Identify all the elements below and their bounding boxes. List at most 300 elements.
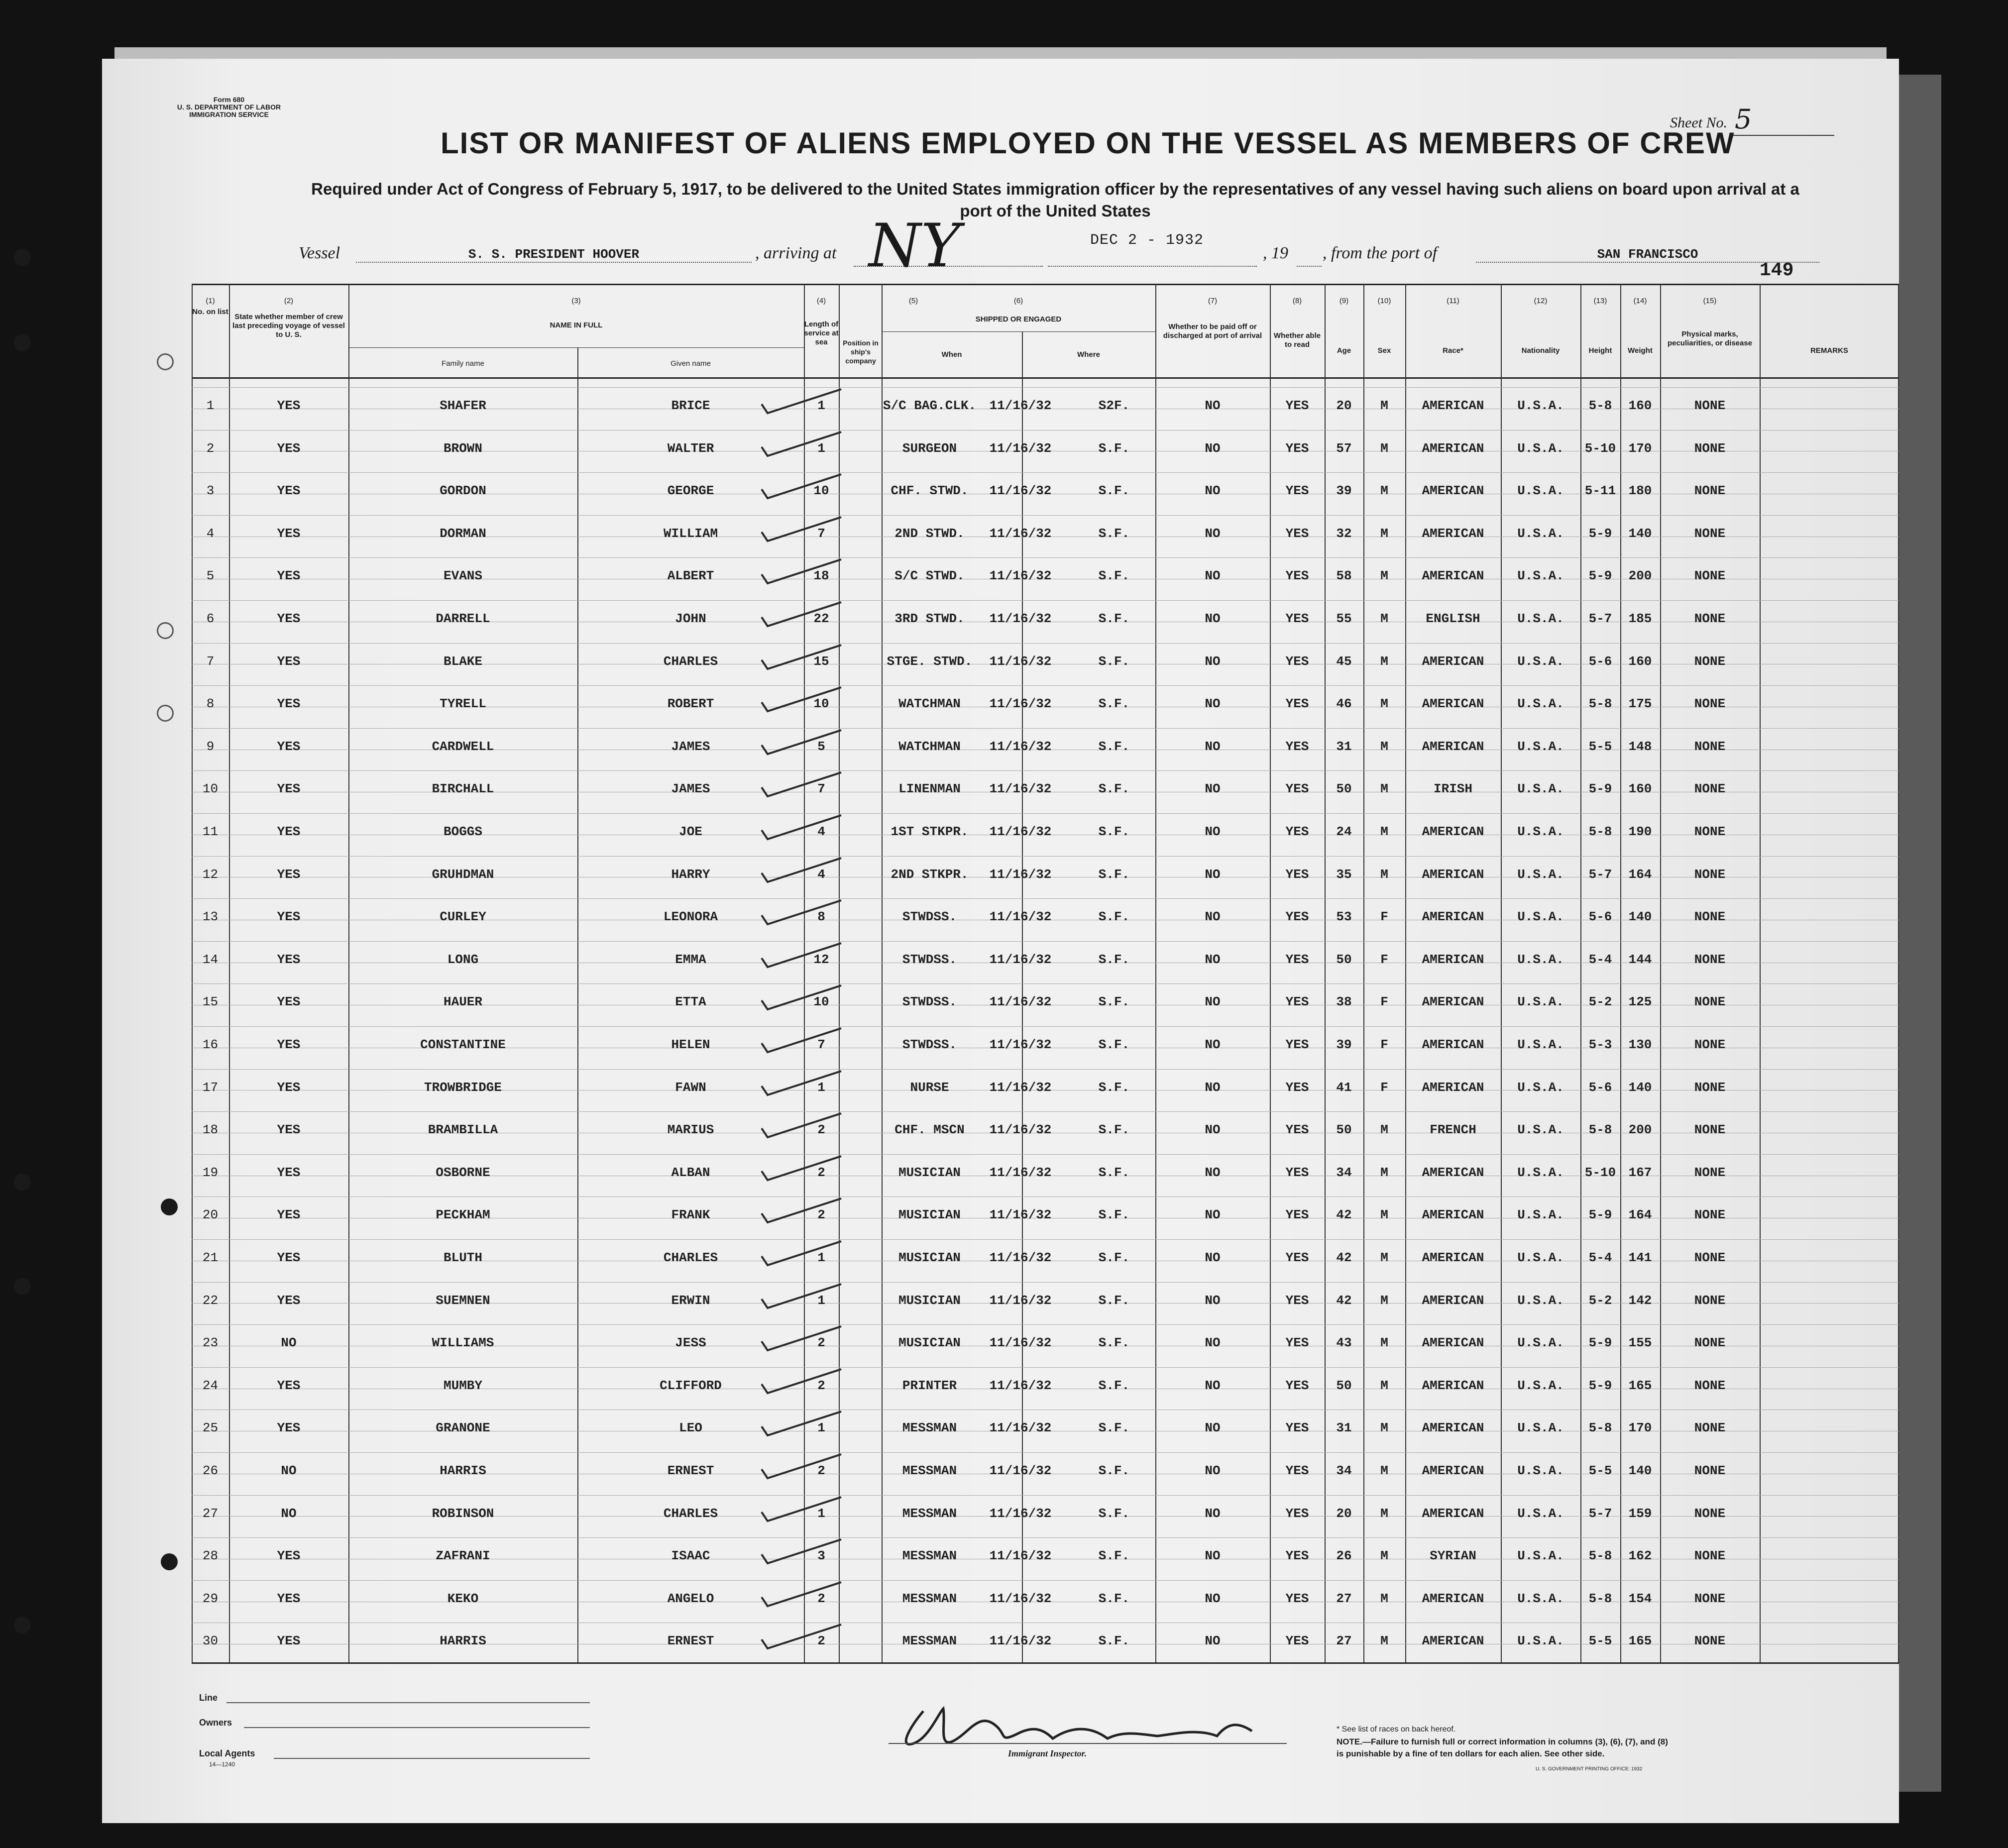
cell-race: AMERICAN bbox=[1422, 1165, 1484, 1180]
cell-weight: 159 bbox=[1628, 1506, 1652, 1521]
cell-read: YES bbox=[1285, 696, 1309, 711]
cell-prev: NO bbox=[281, 1335, 297, 1350]
col-num-6: (6) bbox=[1013, 297, 1023, 305]
cell-family: DARRELL bbox=[436, 611, 490, 626]
cell-marks: NONE bbox=[1694, 1633, 1726, 1648]
cell-given: ROBERT bbox=[667, 696, 714, 711]
cell-given: FAWN bbox=[675, 1080, 706, 1095]
cell-no: 3 bbox=[206, 483, 215, 498]
cell-service: 2 bbox=[817, 1335, 825, 1350]
punch-ring bbox=[157, 705, 174, 722]
cell-no: 29 bbox=[202, 1591, 219, 1606]
cell-prev: YES bbox=[277, 1122, 301, 1137]
cell-where: S.F. bbox=[1098, 824, 1130, 839]
cell-age: 50 bbox=[1336, 1122, 1352, 1137]
cell-where: S.F. bbox=[1098, 1207, 1130, 1222]
vessel-label: Vessel bbox=[299, 244, 340, 262]
cell-when: 11/16/32 bbox=[989, 1633, 1052, 1648]
cell-paid: NO bbox=[1205, 994, 1221, 1009]
cell-weight: 160 bbox=[1628, 781, 1652, 796]
cell-marks: NONE bbox=[1694, 781, 1726, 796]
cell-marks: NONE bbox=[1694, 526, 1726, 541]
cell-read: YES bbox=[1285, 1591, 1309, 1606]
cell-paid: NO bbox=[1205, 1335, 1221, 1350]
cell-race: AMERICAN bbox=[1422, 1591, 1484, 1606]
cell-prev: YES bbox=[277, 824, 301, 839]
cell-weight: 170 bbox=[1628, 1420, 1652, 1435]
cell-where: S.F. bbox=[1098, 994, 1130, 1009]
cell-when: 11/16/32 bbox=[989, 483, 1052, 498]
header-state-whether: State whether member of crew last preceding voyage of vessel to U. S. bbox=[232, 313, 345, 339]
cell-where: S.F. bbox=[1098, 1378, 1130, 1393]
cell-race: AMERICAN bbox=[1422, 867, 1484, 882]
cell-sex: M bbox=[1380, 1122, 1388, 1137]
cell-sex: M bbox=[1380, 568, 1388, 583]
cell-when: 11/16/32 bbox=[989, 526, 1052, 541]
cell-sex: M bbox=[1380, 1378, 1388, 1393]
inspector-label: Immigrant Inspector. bbox=[1008, 1748, 1087, 1758]
cell-weight: 165 bbox=[1628, 1378, 1652, 1393]
cell-given: WALTER bbox=[667, 441, 714, 456]
check-mark-icon bbox=[752, 980, 846, 1015]
header-family-name: Family name bbox=[442, 359, 484, 368]
cell-race: AMERICAN bbox=[1422, 1420, 1484, 1435]
cell-race: SYRIAN bbox=[1430, 1548, 1476, 1563]
cell-given: FRANK bbox=[671, 1207, 710, 1222]
cell-no: 27 bbox=[202, 1506, 219, 1521]
cell-given: ANGELO bbox=[667, 1591, 714, 1606]
col-num-10: (10) bbox=[1377, 297, 1391, 305]
cell-marks: NONE bbox=[1694, 909, 1726, 924]
cell-race: AMERICAN bbox=[1422, 952, 1484, 967]
cell-no: 9 bbox=[206, 739, 215, 754]
subtitle-line-1: Required under Act of Congress of February 5, 1917, to be delivered to the United States immigration officer by the representatives of any vessel having such aliens on board upon arrival at a bbox=[311, 180, 1799, 198]
cell-read: YES bbox=[1285, 1378, 1309, 1393]
cell-race: AMERICAN bbox=[1422, 526, 1484, 541]
cell-position: MESSMAN bbox=[902, 1463, 957, 1478]
cell-where: S.F. bbox=[1098, 696, 1130, 711]
cell-service: 1 bbox=[817, 1420, 825, 1435]
cell-race: AMERICAN bbox=[1422, 1378, 1484, 1393]
check-mark-icon bbox=[752, 767, 846, 802]
cell-when: 11/16/32 bbox=[989, 867, 1052, 882]
form-service: IMMIGRATION SERVICE bbox=[189, 110, 269, 118]
cell-prev: YES bbox=[277, 1378, 301, 1393]
cell-nat: U.S.A. bbox=[1517, 1633, 1564, 1648]
row-rule bbox=[192, 515, 1899, 516]
row-rule bbox=[192, 1580, 1899, 1581]
cell-marks: NONE bbox=[1694, 1463, 1726, 1478]
cell-height: 5-8 bbox=[1588, 696, 1612, 711]
cell-given: LEO bbox=[679, 1420, 702, 1435]
cell-race: AMERICAN bbox=[1422, 441, 1484, 456]
cell-where: S.F. bbox=[1098, 739, 1130, 754]
cell-where: S.F. bbox=[1098, 1420, 1130, 1435]
cell-weight: 200 bbox=[1628, 568, 1652, 583]
cell-no: 20 bbox=[202, 1207, 219, 1222]
binder-hole bbox=[14, 1174, 31, 1191]
note-races: * See list of races on back hereof. bbox=[1337, 1725, 1456, 1734]
row-rule bbox=[192, 856, 1899, 857]
cell-height: 5-7 bbox=[1588, 611, 1612, 626]
cell-when: 11/16/32 bbox=[989, 1080, 1052, 1095]
cell-service: 7 bbox=[817, 526, 825, 541]
check-mark-icon bbox=[752, 427, 846, 462]
punch-hole bbox=[161, 1198, 178, 1215]
cell-race: AMERICAN bbox=[1422, 1335, 1484, 1350]
cell-age: 58 bbox=[1336, 568, 1352, 583]
cell-age: 46 bbox=[1336, 696, 1352, 711]
cell-sex: M bbox=[1380, 1207, 1388, 1222]
cell-height: 5-8 bbox=[1588, 1591, 1612, 1606]
cell-marks: NONE bbox=[1694, 952, 1726, 967]
check-mark-icon bbox=[752, 640, 846, 675]
cell-prev: YES bbox=[277, 654, 301, 669]
cell-sex: M bbox=[1380, 483, 1388, 498]
cell-race: AMERICAN bbox=[1422, 696, 1484, 711]
cell-race: AMERICAN bbox=[1422, 994, 1484, 1009]
row-rule bbox=[192, 387, 1899, 388]
cell-family: TYRELL bbox=[440, 696, 486, 711]
cell-given: EMMA bbox=[675, 952, 706, 967]
header-given-name: Given name bbox=[670, 359, 711, 368]
cell-sex: F bbox=[1380, 952, 1388, 967]
cell-prev: YES bbox=[277, 1420, 301, 1435]
cell-weight: 180 bbox=[1628, 483, 1652, 498]
cell-given: CHARLES bbox=[663, 1506, 718, 1521]
cell-weight: 155 bbox=[1628, 1335, 1652, 1350]
check-mark-icon bbox=[752, 597, 846, 632]
cell-service: 2 bbox=[817, 1591, 825, 1606]
cell-sex: F bbox=[1380, 909, 1388, 924]
cell-sex: F bbox=[1380, 1080, 1388, 1095]
note-line-1: NOTE.—Failure to furnish full or correct information in columns (3), (6), (7), and (8) bbox=[1337, 1737, 1668, 1746]
from-port: SAN FRANCISCO bbox=[1476, 247, 1819, 263]
cell-where: S.F. bbox=[1098, 483, 1130, 498]
cell-sex: M bbox=[1380, 398, 1388, 413]
cell-age: 20 bbox=[1336, 398, 1352, 413]
table-bottom-border bbox=[192, 1662, 1899, 1664]
row-rule bbox=[192, 1324, 1899, 1325]
cell-height: 5-4 bbox=[1588, 952, 1612, 967]
cell-nat: U.S.A. bbox=[1517, 1122, 1564, 1137]
cell-marks: NONE bbox=[1694, 994, 1726, 1009]
cell-prev: NO bbox=[281, 1463, 297, 1478]
cell-marks: NONE bbox=[1694, 1506, 1726, 1521]
cell-paid: NO bbox=[1205, 1293, 1221, 1308]
cell-family: OSBORNE bbox=[436, 1165, 490, 1180]
cell-weight: 130 bbox=[1628, 1037, 1652, 1052]
check-mark-icon bbox=[752, 1407, 846, 1441]
cell-family: ROBINSON bbox=[432, 1506, 494, 1521]
cell-age: 57 bbox=[1336, 441, 1352, 456]
cell-race: IRISH bbox=[1433, 781, 1472, 796]
cell-nat: U.S.A. bbox=[1517, 952, 1564, 967]
cell-read: YES bbox=[1285, 483, 1309, 498]
footer-agents-label: Local Agents bbox=[199, 1748, 255, 1758]
cell-family: BLUTH bbox=[443, 1250, 482, 1265]
page-title: LIST OR MANIFEST OF ALIENS EMPLOYED ON THE VESSEL AS MEMBERS OF CREW bbox=[441, 126, 1735, 160]
cell-height: 5-8 bbox=[1588, 1420, 1612, 1435]
cell-race: AMERICAN bbox=[1422, 739, 1484, 754]
cell-sex: F bbox=[1380, 994, 1388, 1009]
cell-nat: U.S.A. bbox=[1517, 1080, 1564, 1095]
cell-given: JOHN bbox=[675, 611, 706, 626]
cell-marks: NONE bbox=[1694, 1207, 1726, 1222]
cell-paid: NO bbox=[1205, 952, 1221, 967]
cell-service: 18 bbox=[813, 568, 829, 583]
cell-sex: M bbox=[1380, 1633, 1388, 1648]
cell-read: YES bbox=[1285, 867, 1309, 882]
cell-position: 1ST STKPR. bbox=[891, 824, 969, 839]
cell-age: 50 bbox=[1336, 781, 1352, 796]
cell-when: 11/16/32 bbox=[989, 1463, 1052, 1478]
check-mark-icon bbox=[752, 1577, 846, 1612]
header-height: Height bbox=[1588, 346, 1612, 355]
cell-race: AMERICAN bbox=[1422, 824, 1484, 839]
cell-height: 5-8 bbox=[1588, 1122, 1612, 1137]
cell-read: YES bbox=[1285, 952, 1309, 967]
cell-position: PRINTER bbox=[902, 1378, 957, 1393]
cell-given: ISAAC bbox=[671, 1548, 710, 1563]
cell-sex: M bbox=[1380, 1548, 1388, 1563]
cell-given: GEORGE bbox=[667, 483, 714, 498]
cell-height: 5-6 bbox=[1588, 1080, 1612, 1095]
cell-weight: 190 bbox=[1628, 824, 1652, 839]
cell-when: 11/16/32 bbox=[989, 781, 1052, 796]
cell-where: S.F. bbox=[1098, 1250, 1130, 1265]
check-mark-icon bbox=[752, 469, 846, 504]
shipped-subdivider bbox=[882, 331, 1155, 332]
row-rule bbox=[192, 685, 1899, 686]
cell-service: 10 bbox=[813, 994, 829, 1009]
form-header bbox=[159, 96, 299, 118]
cell-no: 1 bbox=[206, 398, 215, 413]
check-mark-icon bbox=[752, 1151, 846, 1186]
cell-paid: NO bbox=[1205, 1378, 1221, 1393]
cell-marks: NONE bbox=[1694, 611, 1726, 626]
cell-read: YES bbox=[1285, 1633, 1309, 1648]
cell-no: 22 bbox=[202, 1293, 219, 1308]
punch-ring bbox=[157, 622, 174, 639]
cell-no: 18 bbox=[202, 1122, 219, 1137]
cell-when: 11/16/32 bbox=[989, 1037, 1052, 1052]
cell-where: S.F. bbox=[1098, 1463, 1130, 1478]
cell-height: 5-9 bbox=[1588, 568, 1612, 583]
cell-service: 2 bbox=[817, 1463, 825, 1478]
col-num-13: (13) bbox=[1593, 297, 1607, 305]
cell-height: 5-10 bbox=[1584, 441, 1616, 456]
cell-service: 1 bbox=[817, 1250, 825, 1265]
cell-where: S.F. bbox=[1098, 568, 1130, 583]
cell-prev: YES bbox=[277, 739, 301, 754]
cell-position: MESSMAN bbox=[902, 1420, 957, 1435]
cell-read: YES bbox=[1285, 1250, 1309, 1265]
cell-given: HELEN bbox=[671, 1037, 710, 1052]
cell-height: 5-11 bbox=[1584, 483, 1616, 498]
cell-service: 2 bbox=[817, 1207, 825, 1222]
cell-service: 1 bbox=[817, 1506, 825, 1521]
cell-when: 11/16/32 bbox=[989, 1165, 1052, 1180]
cell-marks: NONE bbox=[1694, 739, 1726, 754]
cell-paid: NO bbox=[1205, 1591, 1221, 1606]
cell-no: 23 bbox=[202, 1335, 219, 1350]
check-mark-icon bbox=[752, 1321, 846, 1356]
cell-nat: U.S.A. bbox=[1517, 1037, 1564, 1052]
cell-sex: M bbox=[1380, 824, 1388, 839]
cell-height: 5-9 bbox=[1588, 1335, 1612, 1350]
cell-position: SURGEON bbox=[902, 441, 957, 456]
check-mark-icon bbox=[752, 810, 846, 845]
cell-family: EVANS bbox=[443, 568, 482, 583]
row-rule bbox=[192, 643, 1899, 644]
cell-age: 39 bbox=[1336, 1037, 1352, 1052]
cell-service: 2 bbox=[817, 1378, 825, 1393]
cell-nat: U.S.A. bbox=[1517, 1506, 1564, 1521]
cell-age: 41 bbox=[1336, 1080, 1352, 1095]
cell-read: YES bbox=[1285, 1207, 1309, 1222]
cell-nat: U.S.A. bbox=[1517, 994, 1564, 1009]
cell-nat: U.S.A. bbox=[1517, 1463, 1564, 1478]
footer-agents-rule bbox=[274, 1758, 590, 1759]
cell-family: BROWN bbox=[443, 441, 482, 456]
cell-position: STWDSS. bbox=[902, 909, 957, 924]
cell-weight: 167 bbox=[1628, 1165, 1652, 1180]
header-length-service: Length of service at sea bbox=[804, 320, 839, 346]
cell-no: 30 bbox=[202, 1633, 219, 1648]
cell-nat: U.S.A. bbox=[1517, 1420, 1564, 1435]
cell-given: JESS bbox=[675, 1335, 706, 1350]
cell-marks: NONE bbox=[1694, 483, 1726, 498]
cell-given: ETTA bbox=[675, 994, 706, 1009]
cell-prev: YES bbox=[277, 568, 301, 583]
cell-marks: NONE bbox=[1694, 1591, 1726, 1606]
cell-where: S.F. bbox=[1098, 1633, 1130, 1648]
footer-owners-label: Owners bbox=[199, 1718, 232, 1728]
check-mark-icon bbox=[752, 512, 846, 547]
cell-weight: 125 bbox=[1628, 994, 1652, 1009]
cell-marks: NONE bbox=[1694, 1122, 1726, 1137]
cell-position: S/C BAG.CLK. bbox=[883, 398, 977, 413]
cell-when: 11/16/32 bbox=[989, 696, 1052, 711]
cell-prev: YES bbox=[277, 1591, 301, 1606]
column-rule bbox=[1760, 284, 1761, 1662]
cell-where: S.F. bbox=[1098, 1293, 1130, 1308]
cell-marks: NONE bbox=[1694, 1165, 1726, 1180]
footer-line-label: Line bbox=[199, 1693, 218, 1703]
cell-height: 5-2 bbox=[1588, 1293, 1612, 1308]
cell-read: YES bbox=[1285, 1506, 1309, 1521]
cell-nat: U.S.A. bbox=[1517, 1335, 1564, 1350]
row-rule bbox=[192, 1111, 1899, 1112]
cell-race: AMERICAN bbox=[1422, 909, 1484, 924]
cell-paid: NO bbox=[1205, 611, 1221, 626]
row-rule bbox=[192, 1154, 1899, 1155]
cell-no: 21 bbox=[202, 1250, 219, 1265]
cell-age: 53 bbox=[1336, 909, 1352, 924]
cell-service: 1 bbox=[817, 1293, 825, 1308]
cell-no: 10 bbox=[202, 781, 219, 796]
cell-when: 11/16/32 bbox=[989, 441, 1052, 456]
cell-service: 1 bbox=[817, 441, 825, 456]
cell-marks: NONE bbox=[1694, 1250, 1726, 1265]
cell-given: JAMES bbox=[671, 781, 710, 796]
cell-sex: M bbox=[1380, 1165, 1388, 1180]
cell-prev: YES bbox=[277, 526, 301, 541]
cell-paid: NO bbox=[1205, 568, 1221, 583]
cell-marks: NONE bbox=[1694, 441, 1726, 456]
cell-given: BRICE bbox=[671, 398, 710, 413]
arriving-port: NY bbox=[869, 212, 961, 281]
cell-when: 11/16/32 bbox=[989, 1591, 1052, 1606]
cell-no: 26 bbox=[202, 1463, 219, 1478]
cell-height: 5-9 bbox=[1588, 1378, 1612, 1393]
form-department: U. S. DEPARTMENT OF LABOR bbox=[177, 103, 281, 111]
cell-no: 15 bbox=[202, 994, 219, 1009]
check-mark-icon bbox=[752, 1620, 846, 1654]
cell-weight: 140 bbox=[1628, 909, 1652, 924]
cell-prev: YES bbox=[277, 1250, 301, 1265]
page-subtitle bbox=[202, 178, 1899, 222]
cell-weight: 160 bbox=[1628, 398, 1652, 413]
cell-given: ERNEST bbox=[667, 1633, 714, 1648]
cell-sex: M bbox=[1380, 526, 1388, 541]
cell-height: 5-10 bbox=[1584, 1165, 1616, 1180]
cell-no: 13 bbox=[202, 909, 219, 924]
row-rule bbox=[192, 472, 1899, 473]
cell-paid: NO bbox=[1205, 867, 1221, 882]
cell-service: 10 bbox=[813, 483, 829, 498]
cell-read: YES bbox=[1285, 1420, 1309, 1435]
cell-paid: NO bbox=[1205, 1548, 1221, 1563]
cell-paid: NO bbox=[1205, 781, 1221, 796]
cell-position: LINENMAN bbox=[898, 781, 961, 796]
cell-sex: M bbox=[1380, 611, 1388, 626]
vessel-name: S. S. PRESIDENT HOOVER bbox=[356, 247, 752, 263]
cell-marks: NONE bbox=[1694, 1293, 1726, 1308]
cell-age: 31 bbox=[1336, 1420, 1352, 1435]
cell-family: GORDON bbox=[440, 483, 486, 498]
cell-paid: NO bbox=[1205, 824, 1221, 839]
cell-when: 11/16/32 bbox=[989, 1122, 1052, 1137]
cell-height: 5-8 bbox=[1588, 824, 1612, 839]
cell-age: 27 bbox=[1336, 1591, 1352, 1606]
cell-family: DORMAN bbox=[440, 526, 486, 541]
cell-family: BOGGS bbox=[443, 824, 482, 839]
cell-where: S.F. bbox=[1098, 1122, 1130, 1137]
cell-position: 2ND STWD. bbox=[894, 526, 965, 541]
cell-position: 2ND STKPR. bbox=[891, 867, 969, 882]
cell-age: 38 bbox=[1336, 994, 1352, 1009]
cell-marks: NONE bbox=[1694, 568, 1726, 583]
cell-prev: YES bbox=[277, 611, 301, 626]
cell-prev: YES bbox=[277, 1548, 301, 1563]
cell-nat: U.S.A. bbox=[1517, 824, 1564, 839]
cell-given: ERNEST bbox=[667, 1463, 714, 1478]
cell-race: AMERICAN bbox=[1422, 1080, 1484, 1095]
check-mark-icon bbox=[752, 554, 846, 589]
cell-read: YES bbox=[1285, 1165, 1309, 1180]
cell-given: ALBAN bbox=[671, 1165, 710, 1180]
punch-ring bbox=[157, 353, 174, 370]
cell-height: 5-3 bbox=[1588, 1037, 1612, 1052]
cell-age: 31 bbox=[1336, 739, 1352, 754]
cell-weight: 170 bbox=[1628, 441, 1652, 456]
cell-sex: M bbox=[1380, 1591, 1388, 1606]
cell-race: AMERICAN bbox=[1422, 1293, 1484, 1308]
punch-hole bbox=[161, 1553, 178, 1570]
binder-hole bbox=[14, 1617, 31, 1633]
